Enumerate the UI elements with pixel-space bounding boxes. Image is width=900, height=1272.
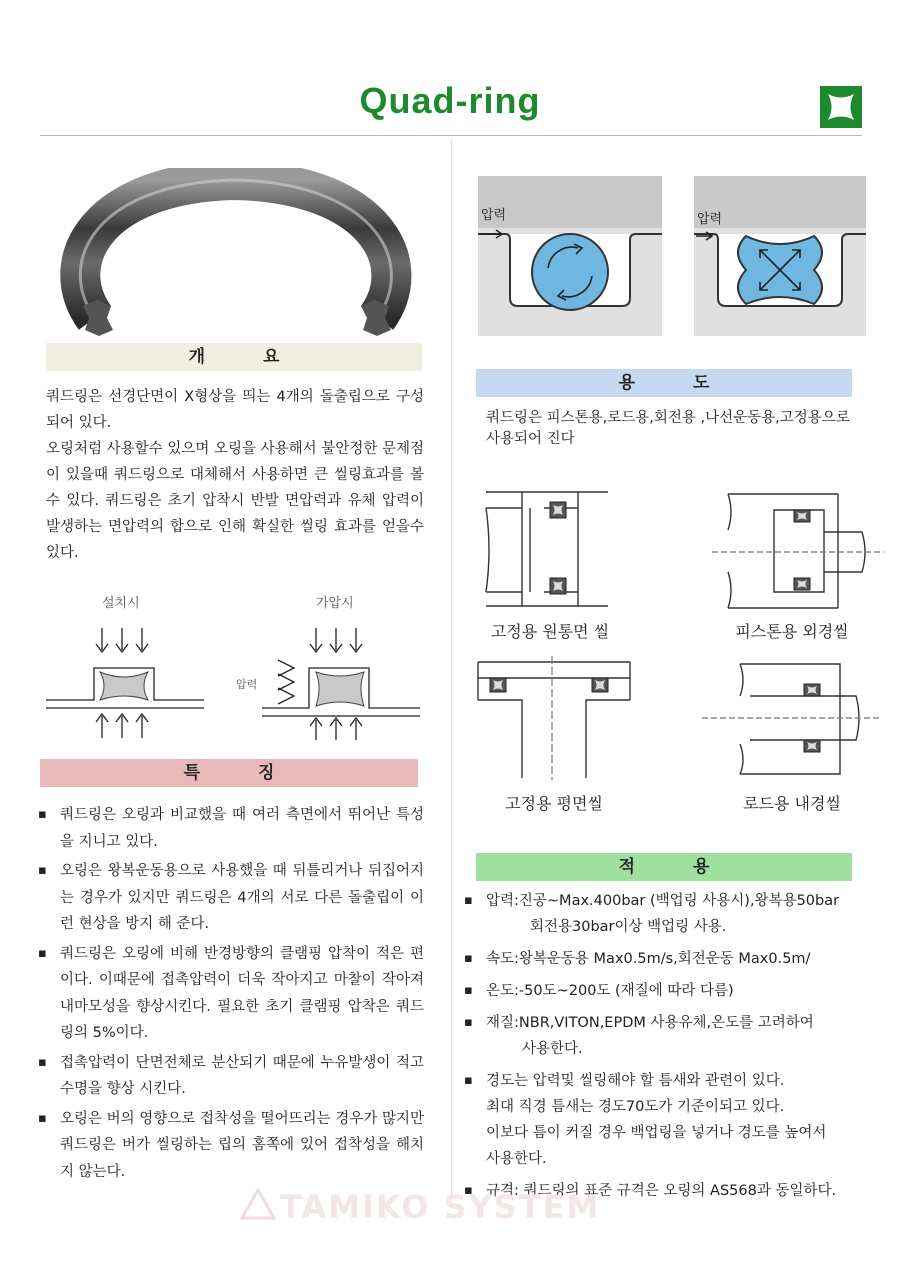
header-divider [40,135,862,136]
temperature-text: 온도:-50도~200도 (재질에 따라 다름) [486,983,734,999]
usage-text: 쿼드링은 피스톤용,로드용,회전용 ,나선운동용,고정용으로 사용되어 진다 [486,410,850,447]
o-ring-pressure-image [478,176,662,336]
application-list [462,888,892,1210]
feature-item: ▪ 쿼드링은 오링에 비해 반경방향의 클램핑 압착이 적은 편이다. 이때문에 접촉압력이 더욱 작아지고 마찰이 작아져 내마모성을 향상시킨다. 필요한 초기 클램핑 압착은 쿼드링의 5%이다. [38,941,424,1047]
quad-ring-photo [55,168,415,340]
static-cylinder-seal-diagram [482,490,612,608]
hardness-line-4: 사용한다. [486,1151,547,1167]
watermark-logo-icon [240,1188,276,1224]
feature-item: ▪ 접촉압력이 단면전체로 분산되기 때문에 누유발생이 적고 수명을 향상 시킨다. [38,1050,424,1103]
quad-ring-logo-icon [820,86,862,128]
o-ring-pressure-label: 압력 [481,208,507,223]
install-label: 설치시 [102,596,140,611]
application-item-pressure [462,888,892,940]
speed-text: 속도:왕복운동용 Max0.5m/s,회전운동 Max0.5m/ [486,951,811,967]
overview-paragraph-1: 쿼드링은 선경단면이 X형상을 띄는 4개의 돌출립으로 구성되어 있다. [46,389,424,431]
pressure-line-2: 회전용30bar이상 백업링 사용. [530,919,727,935]
features-list [38,802,424,1188]
watermark: TAMIKO SYSTEM [280,1188,601,1226]
piston-seal-diagram [712,492,884,610]
overview-paragraph-2: 오링처럼 사용할수 있으며 오링을 사용해서 불안정한 문제점이 있을때 쿼드링으로 대체해서 사용하면 큰 씰링효과를 볼 수 있다. 쿼드링은 초기 압착시 반발 면압력과 유체 압력이 발생하는 면압력의 합으로 인해 확실한 씰링 효과를 얻을수 있다. [46,441,424,561]
standard-text: 규격: 쿼드링의 표준 규격은 오링의 AS568과 동일하다. [486,1183,837,1199]
overview-heading: 개요 [46,343,422,371]
feature-item: ▪ 오링은 왕복운동용으로 사용했을 때 뒤틀리거나 뒤집어지는 경우가 있지만 쿼드링은 4개의 서로 다른 돌출립이 이런 현상을 방지 해 준다. [38,858,424,938]
hardness-line-1: ▪ 경도는 압력및 씰링해야 할 틈새와 관련이 있다. [486,1073,785,1089]
hardness-line-3: 이보다 틈이 커질 경우 백업링을 넣거나 경도를 높여서 [486,1125,827,1141]
application-item-speed [462,946,892,972]
caption-static-cylinder: 고정용 원통면 씰 [490,622,610,641]
rod-seal-diagram [700,660,884,778]
features-heading: 특징 [40,759,418,787]
install-pressure-diagram [44,620,424,750]
hardness-line-2: 최대 직경 틈새는 경도70도가 기준이되고 있다. [486,1099,785,1115]
quad-ring-pressure-image [694,176,866,336]
application-item-temperature [462,978,892,1004]
feature-item: ▪ 쿼드링은 오링과 비교했을 때 여러 측면에서 뛰어난 특성을 지니고 있다. [38,802,424,855]
feature-item: ▪ 오링은 버의 영향으로 접착성을 떨어뜨리는 경우가 많지만 쿼드링은 버가 씰링하는 립의 홈쪽에 있어 접착성을 해치지 않는다. [38,1106,424,1186]
column-divider [451,140,452,1200]
application-item-material [462,1010,892,1062]
usage-heading: 용도 [476,369,852,397]
material-line-1: ▪ 재질:NBR,VITON,EPDM 사용유체,온도를 고려하여 [486,1015,814,1031]
pressure-label: 가압시 [316,596,354,611]
static-face-seal-diagram [474,656,634,780]
application-item-hardness [462,1068,892,1172]
application-heading: 적용 [476,853,852,881]
caption-piston: 피스톤용 외경씰 [735,622,849,641]
quad-ring-pressure-label: 압력 [697,212,723,227]
overview-text [46,384,424,566]
caption-rod: 로드용 내경씰 [743,794,841,813]
page-title: Quad-ring [359,80,541,121]
pressure-line-1: ▪ 압력:진공~Max.400bar (백업링 사용시),왕복용50bar [486,893,840,909]
pressure-arrow-label: 압력 [236,678,258,691]
material-line-2: 사용한다. [522,1041,583,1057]
caption-static-face: 고정용 평면씰 [505,794,603,813]
